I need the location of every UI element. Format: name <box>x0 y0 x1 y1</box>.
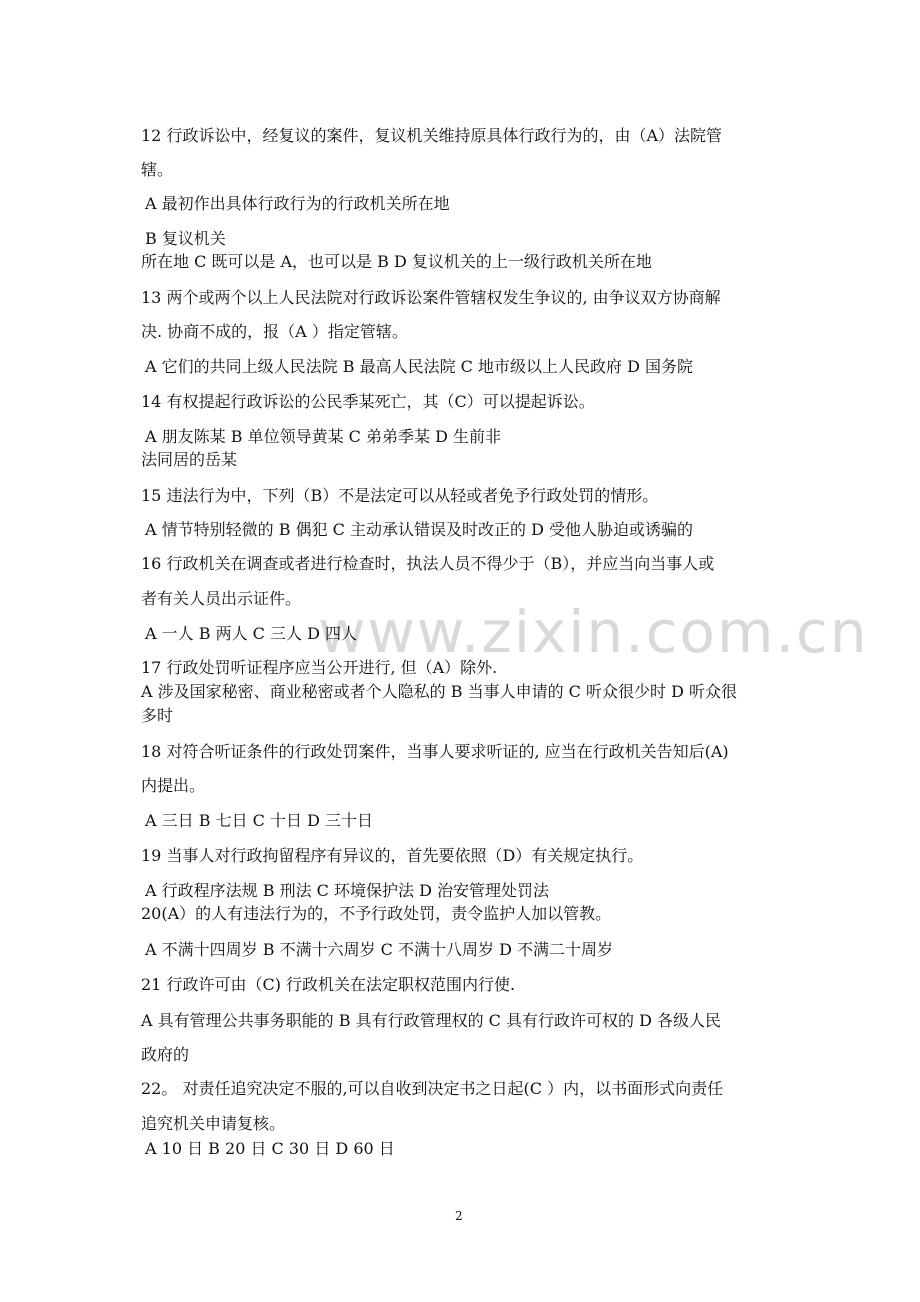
q15-text: 15 违法行为中，下列（B）不是法定可以从轻或者免予行政处罚的情形。 <box>141 486 659 505</box>
q12-options-cont: 所在地 C 既可以是 A，也可以是 B D 复议机关的上一级行政机关所在地 <box>141 252 652 271</box>
q12-text-cont: 辖。 <box>141 160 174 179</box>
q16-options: A 一人 B 两人 C 三人 D 四人 <box>145 624 357 643</box>
q21-text: 21 行政许可由（C) 行政机关在法定职权范围内行使. <box>141 975 516 994</box>
q22-text-cont: 追究机关申请复核。 <box>141 1114 286 1133</box>
q17-text: 17 行政处罚听证程序应当公开进行, 但（A）除外. <box>141 658 498 677</box>
q13-options: A 它们的共同上级人民法院 B 最高人民法院 C 地市级以上人民政府 D 国务院 <box>145 357 693 376</box>
q15-options: A 情节特别轻微的 B 偶犯 C 主动承认错误及时改正的 D 受他人胁迫或诱骗的 <box>145 520 693 539</box>
q12-text: 12 行政诉讼中，经复议的案件，复议机关维持原具体行政行为的，由（A）法院管 <box>141 126 723 145</box>
q18-text: 18 对符合听证条件的行政处罚案件，当事人要求听证的, 应当在行政机关告知后(A) <box>141 742 729 761</box>
q19-options: A 行政程序法规 B 刑法 C 环境保护法 D 治安管理处罚法 <box>145 881 549 900</box>
page-number: 2 <box>455 1209 463 1223</box>
q12-option-b: B 复议机关 <box>145 229 226 248</box>
q14-options-cont: 法同居的岳某 <box>141 450 238 469</box>
q20-text: 20(A）的人有违法行为的，不予行政处罚，责令监护人加以管教。 <box>141 904 612 923</box>
q17-options: A 涉及国家秘密、商业秘密或者个人隐私的 B 当事人申请的 C 听众很少时 D 听众很 <box>141 682 737 701</box>
q17-options-cont: 多时 <box>141 706 174 725</box>
q16-text-cont: 者有关人员出示证件。 <box>141 589 302 608</box>
q22-text: 22。 对责任追究决定不服的,可以自收到决定书之日起(C ）内，以书面形式向责任 <box>141 1079 724 1098</box>
q16-text: 16 行政机关在调查或者进行检查时，执法人员不得少于（B），并应当向当事人或 <box>141 554 715 573</box>
q21-options: A 具有管理公共事务职能的 B 具有行政管理权的 C 具有行政许可权的 D 各级人民 <box>141 1011 721 1030</box>
q21-options-cont: 政府的 <box>141 1045 190 1064</box>
q13-text: 13 两个或两个以上人民法院对行政诉讼案件管辖权发生争议的, 由争议双方协商解 <box>141 288 721 307</box>
q13-text-cont: 决. 协商不成的，报（A ）指定管辖。 <box>141 322 408 341</box>
q20-options: A 不满十四周岁 B 不满十六周岁 C 不满十八周岁 D 不满二十周岁 <box>145 940 613 959</box>
watermark: www.zixin.com.cn <box>318 598 869 666</box>
q14-text: 14 有权提起行政诉讼的公民季某死亡，其（C）可以提起诉讼。 <box>141 392 595 411</box>
q22-options: A 10 日 B 20 日 C 30 日 D 60 日 <box>145 1139 395 1158</box>
q18-options: A 三日 B 七日 C 十日 D 三十日 <box>145 811 373 830</box>
q12-option-a: A 最初作出具体行政行为的行政机关所在地 <box>145 194 450 213</box>
q14-options: A 朋友陈某 B 单位领导黄某 C 弟弟季某 D 生前非 <box>145 427 501 446</box>
q19-text: 19 当事人对行政拘留程序有异议的，首先要依照（D）有关规定执行。 <box>141 846 644 865</box>
q18-text-cont: 内提出。 <box>141 776 206 795</box>
